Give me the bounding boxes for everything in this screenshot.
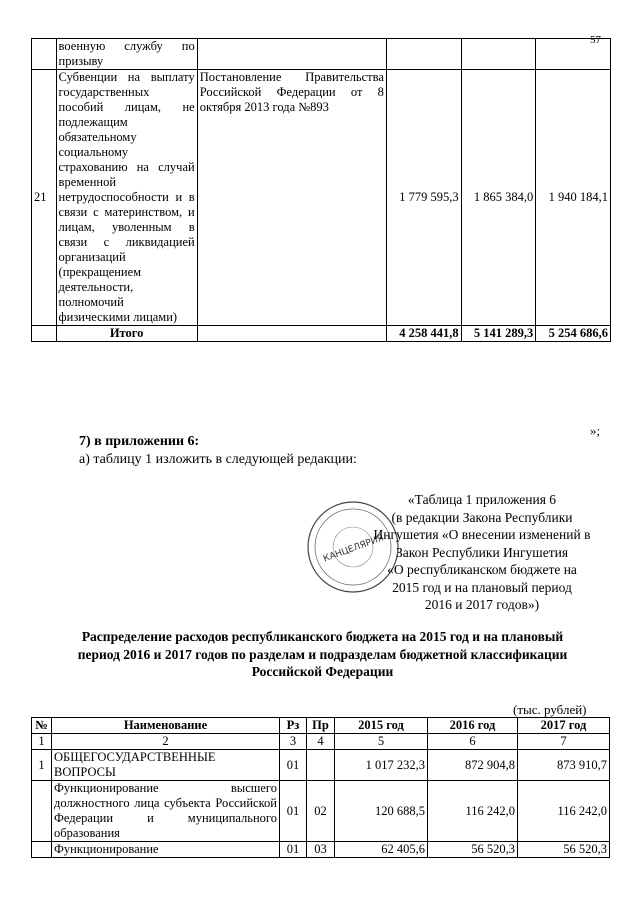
row-document [197,39,386,70]
total-row [32,326,611,342]
total-doc-blank [197,326,386,342]
row-2016 [461,39,536,70]
row-name: Субвенции на выплату государственных пособий лицам, не подлежащим обязательному социальному страхованию на случай временной нетрудоспособности и в связи с материнством, и лицам, уволенным в связи с ликвидацией организаций (прекращением деятельности, полномочий физическими лицами) [56,70,197,326]
row-document: Постановление Правительства Российской Федерации от 8 октября 2013 года №893 [197,70,386,326]
quote-line: «Таблица 1 приложения 6 [407,492,557,507]
row-2017: 1 940 184,1 [536,70,611,326]
row-rz: 01 [280,842,307,858]
quote-line: (в редакции Закона Республики [391,509,573,525]
item-7: 7) в приложении 6: [79,434,200,449]
total-2015: 4 258 441,8 [386,326,461,342]
total-label: Итого [56,326,197,342]
row-pr: 02 [307,781,335,842]
row-name: Функционирование [52,842,280,858]
subventions-table [31,38,611,342]
quote-line: 2016 и 2017 годов») [424,597,540,612]
header-row [32,718,610,734]
expenditure-table [31,717,610,858]
quote-line: Ингушетия «О внесении изменений в [373,527,591,542]
row-2015: 1 779 595,3 [386,70,461,326]
quote-line: Закон Республики Ингушетия [395,544,569,560]
index-cell: 7 [518,734,610,750]
index-cell: 5 [335,734,428,750]
row-2016: 56 520,3 [428,842,518,858]
header-cell: № [32,718,52,734]
row-number [32,842,52,858]
table-row [32,70,611,326]
row-2017: 873 910,7 [518,750,610,781]
row-2016: 116 242,0 [428,781,518,842]
row-2016: 872 904,8 [428,750,518,781]
units-label: (тыс. рублей) [513,702,587,717]
row-name: ОБЩЕГОСУДАРСТВЕННЫЕ ВОПРОСЫ [52,750,280,781]
header-cell: 2016 год [428,718,518,734]
table-caption-quote [360,491,604,614]
row-number: 1 [32,750,52,781]
table-row [32,781,610,842]
total-2016: 5 141 289,3 [461,326,536,342]
index-cell: 6 [428,734,518,750]
row-2017: 56 520,3 [518,842,610,858]
row-name: военную службу по призыву [56,39,197,70]
row-number [32,39,57,70]
header-cell: 2017 год [518,718,610,734]
row-2015 [386,39,461,70]
total-blank [32,326,57,342]
header-cell: Наименование [52,718,280,734]
row-2015: 62 405,6 [335,842,428,858]
row-2015: 120 688,5 [335,781,428,842]
index-cell: 1 [32,734,52,750]
total-2017: 5 254 686,6 [536,326,611,342]
quote-line: 2015 год и на плановый период [392,579,572,595]
row-pr: 03 [307,842,335,858]
item-a: а) таблицу 1 изложить в следующей редакции: [79,452,357,467]
table-row [32,750,610,781]
header-cell: Рз [280,718,307,734]
index-cell: 3 [280,734,307,750]
row-2016: 1 865 384,0 [461,70,536,326]
row-2015: 1 017 232,3 [335,750,428,781]
row-rz: 01 [280,750,307,781]
row-pr [307,750,335,781]
index-cell: 2 [52,734,280,750]
row-2017: 116 242,0 [518,781,610,842]
row-number: 21 [32,70,57,326]
table-row [32,842,610,858]
header-cell: 2015 год [335,718,428,734]
page-number: 57 [590,34,601,46]
header-cell: Пр [307,718,335,734]
row-2017 [536,39,611,70]
index-row [32,734,610,750]
row-number [32,781,52,842]
section-heading: Распределение расходов республиканского бюджета на 2015 год и на плановый период 2016 и 2017 годов по разделам и подразделам бюджетной классификации Российской Федерации [77,629,568,679]
row-rz: 01 [280,781,307,842]
row-name: Функционирование высшего должностного лица субъекта Российской Федерации и муниципального образования [52,781,280,842]
quote-line: «О республиканском бюджете на [387,562,577,577]
stamp-text: КАНЦЕЛЯРИЯ [322,533,386,565]
index-cell: 4 [307,734,335,750]
table-row [32,39,611,70]
closing-quote: »; [590,423,601,438]
